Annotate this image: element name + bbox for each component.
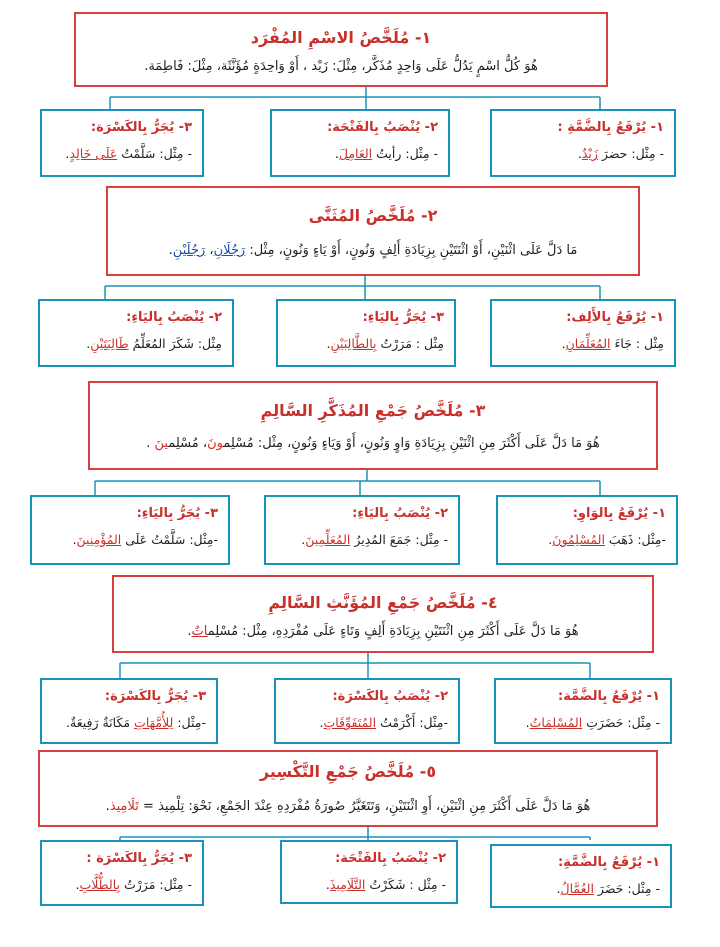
definition-example: ينَ xyxy=(154,436,169,451)
summary-title-broken-plural: ٥- مُلَخَّصُ جَمْعِ التَّكْسِير xyxy=(259,762,437,781)
summary-box-singular xyxy=(74,12,608,87)
case-example: - مِثْل : شَكَرْتُ التَّلَامِيذَ. xyxy=(325,877,446,892)
summary-box-broken-plural xyxy=(38,750,658,827)
summary-box-fem-plural xyxy=(112,575,654,653)
summary-definition-fem-plural: هُوَ مَا دَلَّ عَلَى أَكْثَرَ مِنِ اثْنَتَيْنِ بِزِيَادَةِ أَلِفٍ وَتَاءٍ عَلَى مُفْرَدِهِ، مِثْل: مُسْلِماتٌ. xyxy=(187,624,579,639)
connector-3 xyxy=(95,470,600,495)
connector-1 xyxy=(110,87,600,109)
definition-example: تَلَامِيذ xyxy=(109,799,139,814)
case-title: ٢- يُنْصَبُ بِالكَسْرَة: xyxy=(332,689,448,704)
summary-definition-broken-plural: هُوَ مَا دَلَّ عَلَى أَكْثَرَ مِنِ اثْنَيْنِ، أَوِ اثْنَتَيْنِ، وَتَتَغَيَّرُ صُورَةُ مُفْرَدِهِ عِنْدَ الجَمْعِ، نَحْوَ: تِلْمِيذ = تَلَامِيذ. xyxy=(105,799,591,814)
case-box-dual-jarr xyxy=(276,299,456,367)
case-title: ١- يُرْفَعُ بِالأَلِف: xyxy=(566,310,664,325)
case-example: مِثْل : جَاءَ المُعَلِّمَانِ. xyxy=(561,336,664,351)
case-example: مِثْل: شَكَرَ المُعَلِّمُ طَالِبَتَيْنِ. xyxy=(86,336,222,351)
definition-example: رَجُلَيْنِ xyxy=(172,243,206,258)
summary-title-masc-plural: ٣- مُلَخَّصُ جَمْعِ المُذَكَّرِ السَّالِمِ xyxy=(260,401,486,420)
example-highlight: التَّلَامِيذَ xyxy=(329,877,366,892)
summary-title-dual: ٢- مُلَخَّصُ المُثَنَّى xyxy=(308,206,438,225)
summary-title-fem-plural: ٤- مُلَخَّصُ جَمْعِ المُؤَنَّثِ السَّالِمِ xyxy=(268,593,498,612)
example-highlight: بِالطَّالِبَيْنِ xyxy=(330,336,377,351)
example-highlight: المُسْلِمَاتُ xyxy=(529,715,583,730)
example-highlight: العُمَّالُ xyxy=(560,881,594,896)
example-highlight: المُعَلِّمَانِ xyxy=(565,336,611,351)
connector-5 xyxy=(120,827,590,840)
case-box-fem-raf xyxy=(494,678,672,744)
case-title: ١- يُرْفَعُ بِالوَاوِ: xyxy=(572,506,666,521)
case-example: مِثْل : مَرَرْتُ بِالطَّالِبَيْنِ. xyxy=(326,336,444,351)
case-example: - مِثْل: جَمَعَ المُدِيرُ المُعَلِّمِينَ. xyxy=(301,532,448,547)
case-example: - مِثْل: حَضَرَتِ المُسْلِمَاتُ. xyxy=(525,715,660,730)
case-box-singular-raf xyxy=(490,109,676,177)
case-title: ٢- يُنْصَبُ بِاليَاءِ: xyxy=(126,310,222,325)
summary-definition-dual: مَا دَلَّ عَلَى اثْنَيْنِ، أَوْ اثْنَتَيْنِ بِزِيَادَةِ أَلِفٍ وَنُونٍ، أَوْ يَاءٍ وَنُونٍ، مِثْل: رَجُلَانِ، رَجُلَيْنِ. xyxy=(168,243,578,258)
example-highlight: لِلأُمَّهَاتِ xyxy=(134,715,174,730)
case-box-dual-nasb xyxy=(38,299,234,367)
connector-2 xyxy=(105,276,600,299)
case-title: ٣- يُجَرُّ بِاليَاءِ: xyxy=(362,310,444,325)
case-box-masc-raf xyxy=(496,495,678,565)
case-title: ١- يُرْفَعُ بِالضَّمَّةِ: xyxy=(558,855,660,870)
case-example: - مِثْل: سَلَّمْتُ عَلَى خَالِدٍ. xyxy=(65,146,192,161)
case-title: ١- يُرْفَعُ بِالضَّمَّةِ : xyxy=(557,120,664,135)
summary-box-dual xyxy=(106,186,640,276)
example-highlight: المُسْلِمُونَ xyxy=(552,532,605,547)
case-example: -مِثْل: أَكْرَمْتُ المُتَفَوِّقَاتِ. xyxy=(319,715,448,730)
summary-definition-singular: هُوَ كُلُّ اسْمٍ يَدُلُّ عَلَى وَاحِدٍ مُذَكَّر، مِثْلَ: زَيْد ، أَوْ وَاحِدَةٍ مُؤَنَّثَة، مِثْلَ: فَاطِمَة. xyxy=(144,59,538,74)
example-highlight: المُؤْمِنِينَ xyxy=(76,532,122,547)
definition-example: اتٌ xyxy=(191,624,208,639)
case-box-singular-nasb xyxy=(270,109,450,177)
case-example: -مِثْل: سَلَّمْتُ عَلَى المُؤْمِنِينَ. xyxy=(72,532,218,547)
case-title: ٢- يُنْصَبُ بِالفَتْحَة: xyxy=(335,851,446,866)
case-title: ٣- يُجَرُّ بِالكَسْرَة: xyxy=(104,689,206,704)
case-box-broken-nasb xyxy=(280,840,458,904)
case-box-fem-nasb xyxy=(274,678,460,744)
case-example: -مِثْل: ذَهَبَ المُسْلِمُونَ. xyxy=(548,532,666,547)
case-box-broken-jarr xyxy=(40,840,204,906)
example-highlight: العَامِلَ xyxy=(338,146,373,161)
example-highlight: زَيْدٌ xyxy=(581,146,598,161)
case-box-broken-raf xyxy=(490,844,672,908)
example-highlight: بِالطُّلَّابِ xyxy=(79,877,121,892)
case-title: ٣- يُجَرُّ بِالكَسْرَة : xyxy=(86,851,192,866)
case-title: ٢- يُنْصَبُ بِالفَتْحَة: xyxy=(327,120,438,135)
connector-4 xyxy=(120,653,590,678)
summary-definition-masc-plural: هُوَ مَا دَلَّ عَلَى أَكْثَرَ مِنِ اثْنَيْنِ بِزِيَادَةِ وَاوٍ وَنُونٍ، أَوْ وَيَاءٍ وَنُونٍ، مِثْل: مُسْلِمونَ، مُسْلِمينَ . xyxy=(146,436,600,451)
case-title: ١- يُرْفَعُ بِالضَّمَّة: xyxy=(558,689,660,704)
definition-example: رَجُلَانِ xyxy=(213,243,246,258)
case-box-fem-jarr xyxy=(40,678,218,744)
case-title: ٣- يُجَرُّ بِالكَسْرَة: xyxy=(90,120,192,135)
case-example: - مِثْل: حضرَ زَيْدٌ. xyxy=(577,146,664,161)
example-highlight: المُعَلِّمِينَ xyxy=(305,532,351,547)
example-highlight: المُتَفَوِّقَاتِ xyxy=(323,715,377,730)
case-example: - مِثْل: رأيتُ العَامِلَ. xyxy=(334,146,438,161)
case-box-masc-jarr xyxy=(30,495,230,565)
summary-title-singular: ١- مُلَخَّصُ الاسْمِ المُفْرَد xyxy=(250,28,432,47)
case-box-singular-jarr xyxy=(40,109,204,177)
case-title: ٣- يُجَرُّ بِاليَاءِ: xyxy=(136,506,218,521)
case-box-dual-raf xyxy=(490,299,676,367)
summary-box-masc-plural xyxy=(88,381,658,470)
case-example: - مِثْل: حَضَرَ العُمَّالُ. xyxy=(556,881,660,896)
case-box-masc-nasb xyxy=(264,495,460,565)
case-example: -مِثْل: لِلأُمَّهَاتِ مَكَانَةٌ رَفِيعَةٌ. xyxy=(66,715,206,730)
case-example: - مِثْل: مَرَرْتُ بِالطُّلَّابِ. xyxy=(75,877,192,892)
example-highlight: عَلَى خَالِدٍ xyxy=(69,146,118,161)
example-highlight: طَالِبَتَيْنِ xyxy=(90,336,129,351)
case-title: ٢- يُنْصَبُ بِاليَاءِ: xyxy=(352,506,448,521)
definition-example: ونَ xyxy=(207,436,224,451)
